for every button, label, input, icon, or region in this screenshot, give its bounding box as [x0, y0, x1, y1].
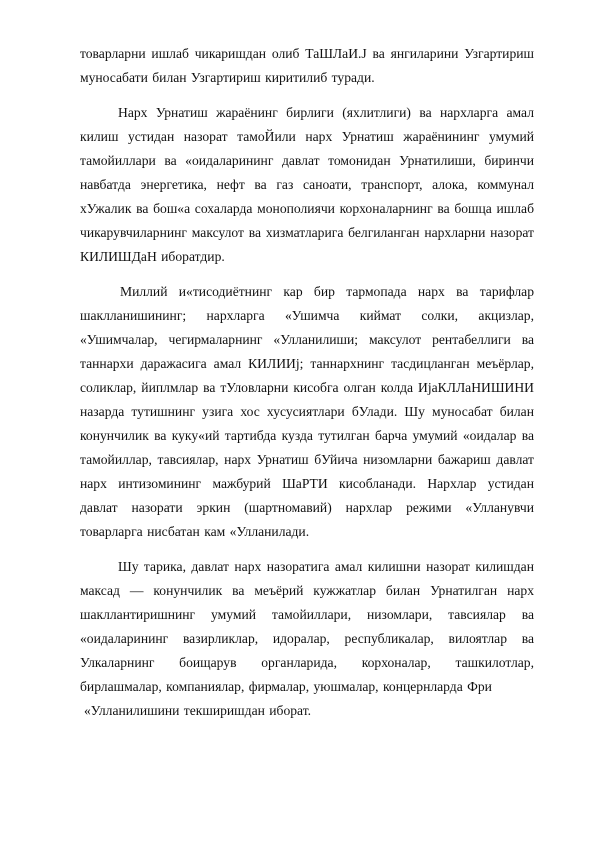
- paragraph-4: Шу тарика, давлат нарх назоратига амал килишни назорат килишдан максад — конунчилик ва меъёрий кужжатлар билан Урнатилган нарх шакллантиришнинг умумий тамойиллари, низомлари, тавсиялар ва «оидаларининг вазирликлар, идоралар, республикалар, вилоятлар ва Улкаларнинг боищарув органларида, корхоналар, ташкилотлар, бирлашмалар, компаниялар, фирмалар, уюшмалар, концернларда Фри: [80, 559, 534, 694]
- paragraph-3: Миллий и«тисодиётнинг кар бир тармопада нарх ва тарифлар шаклланишининг; нархларга «Ушимча киймат солки, акцизлар, «Ушимчалар, чегирмаларнинг «Улланилиши; максулот рентабеллиги ва таннархи даражасига амал КИЛИИj; таннархнинг тасдицланган меъёрлар, соликлар, йиплмлар ва тУловларни кисобга олган колда ИjaКЛЛаНИШИНИ назарда тутишнинг узига хос хусусиятлари бУлади. Шу муносабат билан конунчилик ва куку«ий тартибда кузда тутилган барча умумий «оидалар ва тамойиллар, тавсиялар, нарх Урнатиш бУйича низомларни бажариш давлат нарх интизомининг мажбурий ШаРТИ кисобланади. Нархлар устидан давлат назорати эркин (шартномавий) нархлар режими «Улланувчи товарларга нисбатан кам «Улланилади.: [80, 284, 534, 539]
- document-page: [80, 42, 534, 734]
- paragraph-2: Нарх Урнатиш жараёнинг бирлиги (яхлитлиги) ва нархларга амал килиш устидан назорат тамоЙили нарх Урнатиш жараёнининг умумий тамойиллари ва «оидаларининг давлат томонидан Урнатилиши, биринчи навбатда энергетика, нефт ва газ саноати, транспорт, алока, коммунал хУжалик ва бош«а сохаларда монополиячи корхоналарнинг ва бошца ишлаб чикарувчиларнинг максулот ва хизматларига белгиланган нархларни назорат КИЛИШДаН иборатдир.: [80, 105, 534, 264]
- paragraph-5: «Улланилишини текширишдан иборат.: [84, 703, 312, 718]
- paragraph-1: товарларни ишлаб чикаришдан олиб ТаШЛаИ.J ва янгиларини Узгартириш муносабати билан Узгартириш киритилиб туради.: [80, 46, 534, 85]
